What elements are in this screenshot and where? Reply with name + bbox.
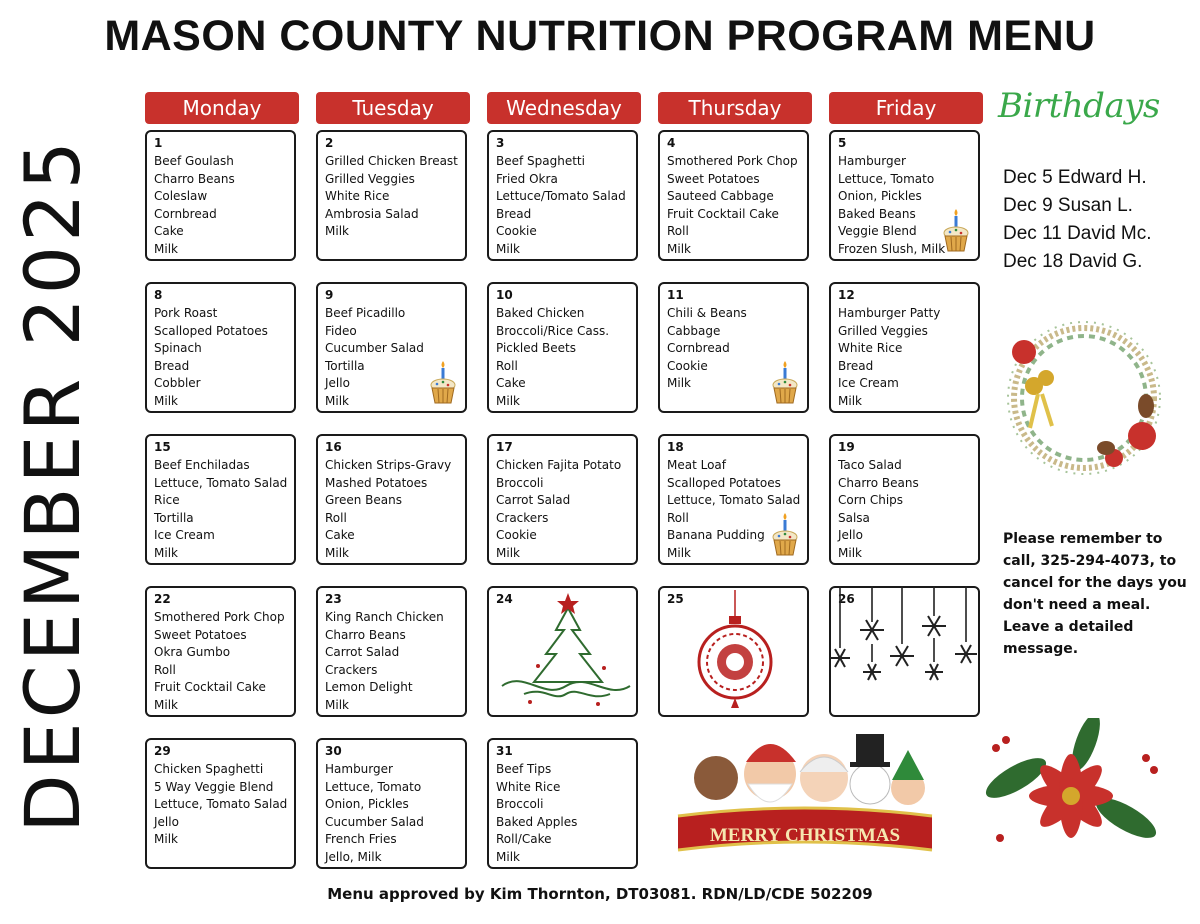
day-number: 16 [325, 440, 342, 454]
menu-item: Crackers [325, 662, 378, 677]
menu-item: Charro Beans [325, 627, 406, 642]
day-cell [829, 130, 980, 261]
menu-items [838, 153, 945, 259]
birthday-entry: Dec 11 David Mc. [1003, 223, 1152, 244]
menu-item: Green Beans [325, 493, 402, 508]
menu-item: Lemon Delight [325, 680, 413, 695]
day-cell [145, 586, 296, 717]
menu-item: Frozen Slush, Milk [838, 241, 946, 256]
menu-items [667, 153, 798, 259]
wreath-icon [994, 308, 1174, 488]
menu-item: Corn Chips [838, 493, 904, 508]
menu-item: Lettuce, Tomato Salad [154, 797, 288, 812]
snowman-icon [850, 764, 890, 804]
day-number: 26 [838, 592, 855, 606]
snowflakes-icon [828, 586, 980, 714]
day-number: 22 [154, 592, 171, 606]
reindeer-icon [694, 756, 738, 800]
menu-item: Jello [154, 814, 179, 829]
menu-item: Fruit Cocktail Cake [667, 206, 779, 221]
menu-item: 5 Way Veggie Blend [154, 779, 274, 794]
menu-item: Milk [154, 241, 178, 256]
menu-item: Baked Chicken [496, 306, 585, 320]
menu-item: Crackers [496, 510, 549, 525]
menu-item: Sweet Potatoes [667, 171, 760, 186]
menu-item: Hamburger [325, 762, 393, 776]
menu-items [838, 457, 919, 563]
birthday-cupcake-icon [942, 207, 970, 253]
reminder-note: Please remember to call, 325-294-4073, to cancel for the days you don't need a meal. Leave a detailed message. [1003, 531, 1187, 657]
menu-item: Bread [838, 358, 874, 373]
menu-items [325, 153, 458, 241]
day-number: 2 [325, 136, 334, 150]
menu-item: Onion, Pickles [325, 797, 409, 812]
menu-item: Cookie [496, 224, 537, 239]
menu-item: Milk [838, 545, 862, 560]
menu-item: Milk [496, 393, 520, 408]
menu-items [496, 153, 626, 259]
day-cell [487, 434, 638, 565]
birthday-cupcake-icon [771, 359, 799, 405]
day-cell [487, 130, 638, 261]
menu-item: Milk [838, 393, 862, 408]
menu-item: Lettuce, Tomato [838, 171, 935, 186]
poinsettia-icon [976, 718, 1166, 868]
menu-item: Tortilla [325, 358, 365, 373]
menu-item: Grilled Veggies [838, 323, 928, 338]
menu-item: Roll [496, 358, 518, 373]
menu-item: Pickled Beets [496, 341, 576, 356]
menu-item: Veggie Blend [838, 224, 917, 239]
day-header-tuesday: Tuesday [316, 92, 470, 124]
menu-item: Roll [667, 224, 689, 239]
banner-text: MERRY CHRISTMAS [709, 825, 901, 846]
day-cell [316, 282, 467, 413]
menu-item: Chili & Beans [667, 306, 747, 320]
menu-item: Baked Apples [496, 814, 578, 829]
menu-item: Ambrosia Salad [325, 206, 419, 221]
footer-approval: Menu approved by Kim Thornton, DT03081. RDN/LD/CDE 502209 [327, 885, 873, 903]
menu-item: Beef Tips [496, 762, 552, 776]
menu-items [325, 457, 451, 563]
menu-item: Cake [325, 528, 355, 543]
birthday-entry: Dec 5 Edward H. [1003, 167, 1147, 188]
menu-item: Milk [496, 241, 520, 256]
birthdays-title: Birthdays [998, 86, 1160, 126]
menu-item: Lettuce, Tomato Salad [154, 475, 288, 490]
menu-item: Okra Gumbo [154, 645, 231, 660]
menu-item: Roll/Cake [496, 832, 552, 847]
menu-item: Carrot Salad [496, 493, 571, 508]
menu-item: Taco Salad [838, 458, 902, 472]
menu-item: Lettuce, Tomato [325, 779, 422, 794]
menu-items [838, 305, 940, 411]
menu-items [496, 761, 577, 867]
day-cell [316, 130, 467, 261]
menu-item: Cookie [496, 528, 537, 543]
menu-item: Milk [667, 241, 691, 256]
day-number: 19 [838, 440, 855, 454]
menu-item: Cake [154, 224, 184, 239]
menu-item: Spinach [154, 341, 202, 356]
day-cell [658, 434, 809, 565]
menu-item: Milk [496, 849, 520, 864]
day-number: 18 [667, 440, 684, 454]
birthday-entry: Dec 9 Susan L. [1003, 195, 1133, 216]
menu-item: Pork Roast [154, 306, 218, 320]
menu-item: Milk [496, 545, 520, 560]
day-number: 4 [667, 136, 676, 150]
menu-item: Grilled Chicken Breast [325, 154, 458, 168]
menu-item: Scalloped Potatoes [667, 475, 781, 490]
menu-item: Coleslaw [154, 189, 208, 204]
menu-item: Jello, Milk [325, 849, 382, 864]
day-number: 3 [496, 136, 505, 150]
menu-item: Scalloped Potatoes [154, 323, 268, 338]
menu-item: Chicken Strips-Gravy [325, 458, 452, 472]
birthday-cupcake-icon [771, 511, 799, 557]
menu-item: Bread [496, 206, 532, 221]
menu-item: Roll [667, 510, 689, 525]
day-header-wednesday: Wednesday [487, 92, 641, 124]
day-number: 31 [496, 744, 513, 758]
birthday-cupcake-icon [429, 359, 457, 405]
menu-item: White Rice [496, 779, 561, 794]
menu-item: Cornbread [667, 341, 730, 356]
christmas-tree-icon [494, 590, 638, 714]
menu-item: Roll [154, 662, 176, 677]
menu-item: Milk [154, 832, 178, 847]
day-number: 17 [496, 440, 513, 454]
day-cell [487, 282, 638, 413]
menu-item: Milk [325, 393, 349, 408]
day-number: 11 [667, 288, 684, 302]
menu-item: Chicken Spaghetti [154, 762, 264, 776]
menu-item: Milk [667, 376, 691, 391]
menu-item: Charro Beans [154, 171, 235, 186]
menu-item: Chicken Fajita Potato [496, 458, 622, 472]
day-header-friday: Friday [829, 92, 983, 124]
day-cell [145, 434, 296, 565]
menu-items [325, 305, 424, 411]
menu-item: Cucumber Salad [325, 341, 424, 356]
menu-item: Grilled Veggies [325, 171, 415, 186]
menu-items [496, 457, 621, 563]
menu-item: Salsa [838, 510, 870, 525]
menu-item: Sweet Potatoes [154, 627, 247, 642]
menu-item: Milk [325, 697, 349, 712]
menu-items [154, 761, 287, 849]
day-number: 30 [325, 744, 342, 758]
menu-item: Smothered Pork Chop [667, 154, 798, 168]
day-number: 29 [154, 744, 171, 758]
menu-item: Baked Beans [838, 206, 916, 221]
day-number: 15 [154, 440, 171, 454]
menu-item: Milk [154, 393, 178, 408]
birthday-entry: Dec 18 David G. [1003, 251, 1143, 272]
menu-item: Mashed Potatoes [325, 475, 428, 490]
menu-item: Cornbread [154, 206, 217, 221]
menu-item: Carrot Salad [325, 645, 400, 660]
menu-item: Lettuce/Tomato Salad [496, 189, 626, 204]
day-number: 23 [325, 592, 342, 606]
menu-item: Ice Cream [838, 376, 899, 391]
menu-item: Charro Beans [838, 475, 919, 490]
page-title: MASON COUNTY NUTRITION PROGRAM MENU [104, 12, 1096, 60]
day-number: 8 [154, 288, 163, 302]
menu-item: Meat Loaf [667, 458, 727, 472]
menu-item: Jello [838, 528, 863, 543]
day-cell [145, 130, 296, 261]
day-number: 10 [496, 288, 513, 302]
menu-item: Lettuce, Tomato Salad [667, 493, 801, 508]
menu-item: Milk [667, 545, 691, 560]
menu-item: Tortilla [154, 510, 194, 525]
menu-item: Cucumber Salad [325, 814, 424, 829]
menu-items [154, 609, 285, 715]
menu-items [496, 305, 609, 411]
day-cell [658, 130, 809, 261]
day-cell [145, 738, 296, 869]
birthday-list [1003, 164, 1152, 276]
menu-item: Broccoli/Rice Cass. [496, 323, 610, 338]
menu-item: Fried Okra [496, 171, 558, 186]
santa-banner [674, 728, 936, 868]
menu-item: Fruit Cocktail Cake [154, 680, 266, 695]
menu-item: Smothered Pork Chop [154, 610, 285, 624]
menu-item: King Ranch Chicken [325, 610, 444, 624]
menu-item: Beef Goulash [154, 154, 234, 168]
day-header-thursday: Thursday [658, 92, 812, 124]
day-number: 12 [838, 288, 855, 302]
day-number: 5 [838, 136, 847, 150]
menu-item: Cobbler [154, 376, 201, 391]
menu-item: Milk [325, 545, 349, 560]
menu-item: Milk [154, 545, 178, 560]
menu-item: Hamburger [838, 154, 906, 168]
menu-item: Rice [154, 493, 180, 508]
day-cell [145, 282, 296, 413]
day-number: 24 [496, 592, 513, 606]
menu-items [154, 457, 287, 563]
menu-item: White Rice [325, 189, 390, 204]
menu-items [325, 761, 424, 867]
menu-item: Beef Enchiladas [154, 458, 250, 472]
menu-item: Bread [154, 358, 190, 373]
day-cell [316, 738, 467, 869]
menu-item: Cake [496, 376, 526, 391]
menu-items [325, 609, 444, 715]
menu-item: Broccoli [496, 475, 544, 490]
menu-item: Hamburger Patty [838, 306, 941, 320]
menu-item: Milk [154, 697, 178, 712]
menu-item: Beef Spaghetti [496, 154, 585, 168]
menu-item: Jello [325, 376, 350, 391]
menu-item: Broccoli [496, 797, 544, 812]
star-icon [557, 593, 579, 614]
day-cell [658, 282, 809, 413]
day-number: 9 [325, 288, 334, 302]
menu-item: White Rice [838, 341, 903, 356]
day-header-monday: Monday [145, 92, 299, 124]
menu-items [154, 153, 235, 259]
day-cell [316, 586, 467, 717]
menu-item: Cookie [667, 358, 708, 373]
menu-item: French Fries [325, 832, 397, 847]
day-number: 25 [667, 592, 684, 606]
day-cell [316, 434, 467, 565]
menu-item: Ice Cream [154, 528, 215, 543]
menu-item: Roll [325, 510, 347, 525]
menu-item: Banana Pudding [667, 528, 765, 543]
menu-item: Onion, Pickles [838, 189, 922, 204]
ornament-icon [690, 588, 780, 714]
menu-item: Fideo [325, 323, 357, 338]
day-cell [829, 282, 980, 413]
day-cell [487, 738, 638, 869]
menu-item: Milk [325, 224, 349, 239]
menu-item: Cabbage [667, 323, 721, 338]
menu-items [154, 305, 268, 411]
menu-item: Sauteed Cabbage [667, 189, 774, 204]
day-cell [829, 434, 980, 565]
day-number: 1 [154, 136, 163, 150]
menu-items [667, 305, 747, 393]
menu-item: Beef Picadillo [325, 306, 406, 320]
month-label: DECEMBER 2025 [8, 137, 97, 833]
